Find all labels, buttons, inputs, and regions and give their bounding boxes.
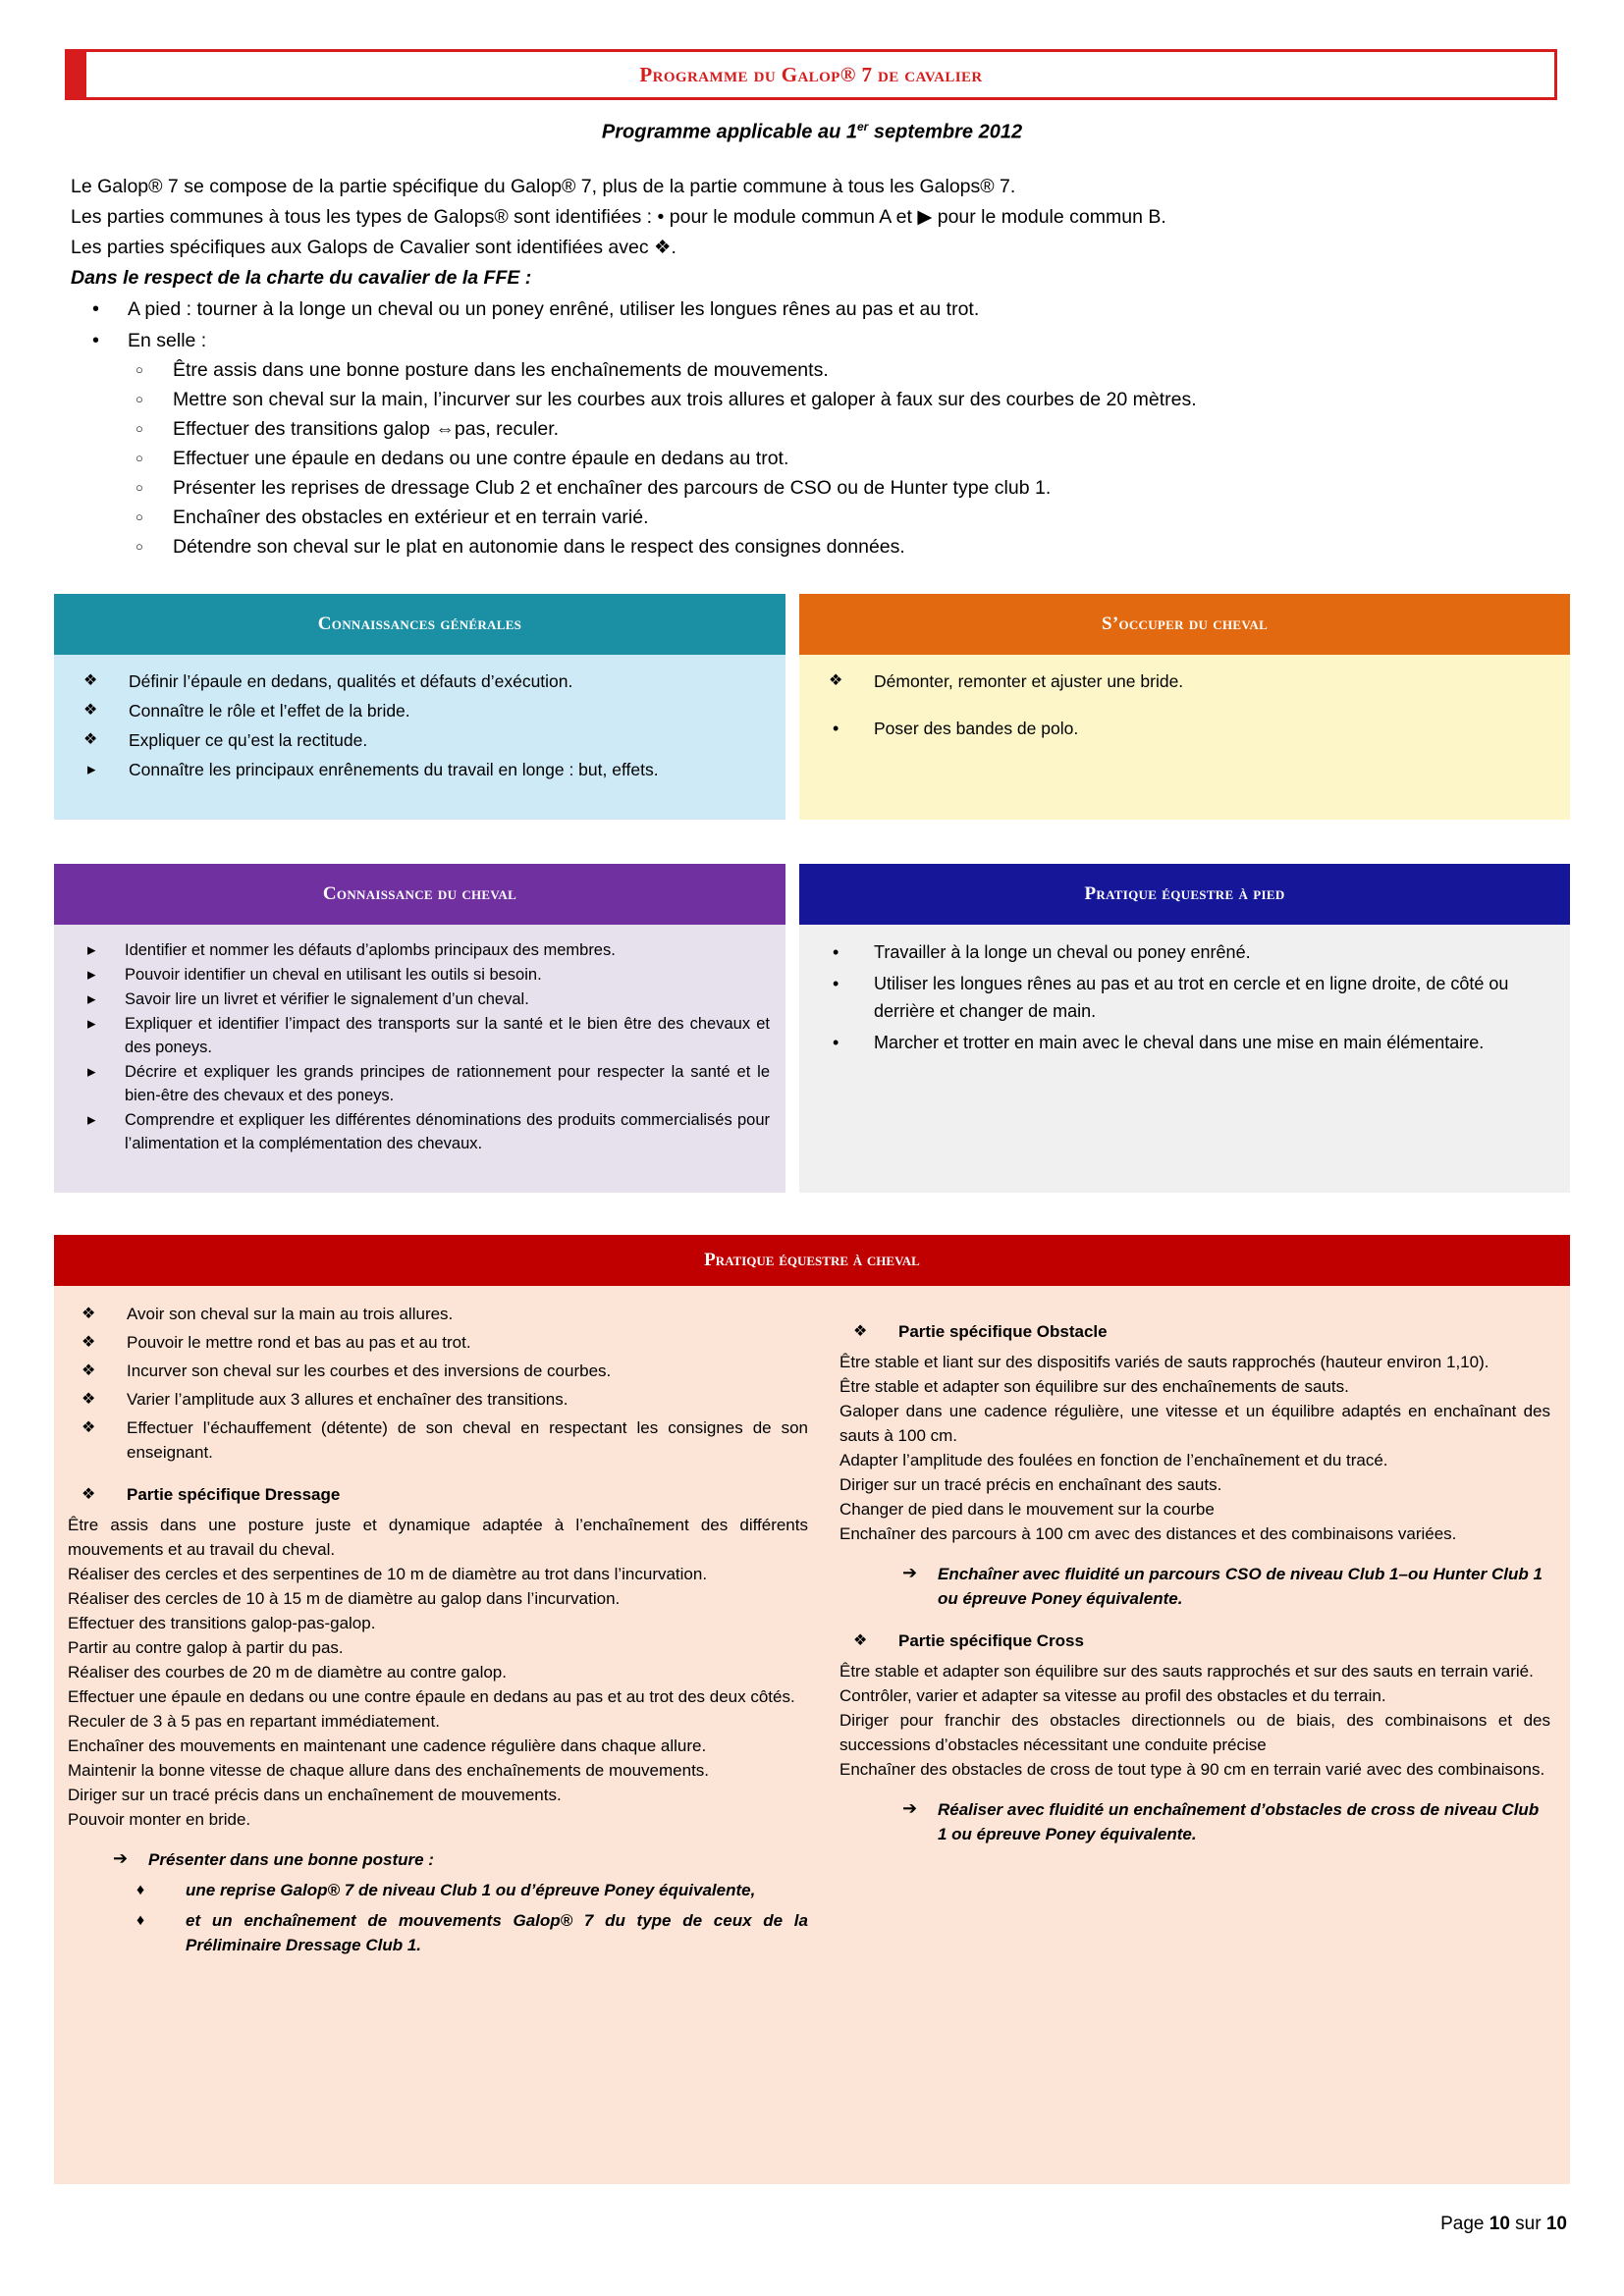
list-item: ▸ Savoir lire un livret et vérifier le signalement d’un cheval.	[70, 988, 770, 1011]
section-header-title: Pratique équestre à cheval	[54, 1235, 1570, 1286]
section-pratique-equestre-a-pied	[799, 864, 1570, 1193]
section-table-2	[54, 864, 1570, 1193]
dressage-arrow-note: ➔ Présenter dans une bonne posture :	[113, 1847, 808, 1872]
list-item: ❖ Définir l’épaule en dedans, qualités et défauts d’exécution.	[70, 668, 770, 694]
list-item: ❖ Démonter, remonter et ajuster une bride.	[815, 668, 1554, 694]
section-body	[799, 655, 1570, 820]
subtitle-after: septembre 2012	[868, 121, 1023, 143]
obstacle-line: Diriger sur un tracé précis en enchaînant des sauts.	[839, 1475, 1222, 1494]
dressage-line: Reculer de 3 à 5 pas en repartant immédiatement.	[68, 1712, 440, 1731]
obstacle-line: Galoper dans une cadence régulière, une vitesse et un équilibre adaptés en enchaînant des sauts à 100 cm.	[839, 1402, 1550, 1445]
obstacle-line: Adapter l’amplitude des foulées en fonction de l’enchaînement et du tracé.	[839, 1451, 1388, 1469]
dressage-line: Réaliser des cercles de 10 à 15 m de diamètre au galop dans l’incurvation.	[68, 1589, 621, 1608]
section-connaissances-generales	[54, 594, 785, 820]
column-obstacle-cross	[830, 1286, 1570, 2184]
list-item: ❖ Incurver son cheval sur les courbes et des inversions de courbes.	[68, 1359, 808, 1383]
cross-line: Être stable et adapter son équilibre sur des sauts rapprochés et sur des sauts en terrain varié.	[839, 1662, 1534, 1681]
intro-sub-bullet-list	[128, 355, 1563, 561]
subsection-heading-dressage: ❖ Partie spécifique Dressage	[68, 1482, 808, 1507]
list-item: ▸ Connaître les principaux enrênements du travail en longe : but, effets.	[70, 757, 770, 782]
subsection-heading-cross: ❖ Partie spécifique Cross	[839, 1629, 1550, 1653]
list-item: • A pied : tourner à la longe un cheval ou un poney enrêné, utiliser les longues rênes au pas et au trot.	[71, 294, 1563, 324]
section-pratique-equestre-a-cheval	[54, 1235, 1570, 2184]
cross-line: Diriger pour franchir des obstacles directionnels ou de biais, des combinaisons et des successions d’obstacles nécessitant une conduite précise	[839, 1711, 1550, 1754]
list-item: ▸ Pouvoir identifier un cheval en utilisant les outils si besoin.	[70, 963, 770, 987]
footer-total-pages: 10	[1545, 2214, 1567, 2234]
footer-middle: sur	[1509, 2214, 1546, 2234]
page-title: Programme du Galop® 7 de cavalier	[639, 62, 983, 86]
list-item: • Utiliser les longues rênes au pas et au trot en cercle et en ligne droite, de côté ou derrière et changer de main.	[815, 970, 1554, 1025]
column-dressage	[54, 1286, 830, 2184]
list-item	[71, 326, 1563, 561]
section-table-1	[54, 594, 1570, 820]
dressage-line: Partir au contre galop à partir du pas.	[68, 1638, 344, 1657]
section-item-list-module-a	[815, 716, 1554, 741]
section-item-list	[68, 1302, 808, 1465]
cross-line: Enchaîner des obstacles de cross de tout type à 90 cm en terrain varié avec des combinaisons.	[839, 1760, 1545, 1779]
footer-current-page: 10	[1489, 2214, 1510, 2234]
list-item: ○ Détendre son cheval sur le plat en autonomie dans le respect des consignes données.	[128, 532, 1563, 561]
dressage-line: Diriger sur un tracé précis dans un enchaînement de mouvements.	[68, 1786, 562, 1804]
list-item: ♦ une reprise Galop® 7 de niveau Club 1 ou d’épreuve Poney équivalente,	[68, 1878, 808, 1902]
list-item: ○ Effectuer une épaule en dedans ou une contre épaule en dedans au trot.	[128, 444, 1563, 473]
dressage-line: Réaliser des courbes de 20 m de diamètre au contre galop.	[68, 1663, 507, 1682]
obstacle-line: Changer de pied dans le mouvement sur la courbe	[839, 1500, 1215, 1519]
intro-bullet-list	[71, 294, 1563, 561]
list-item: ❖ Expliquer ce qu’est la rectitude.	[70, 727, 770, 753]
list-item: ❖ Varier l’amplitude aux 3 allures et enchaîner des transitions.	[68, 1387, 808, 1412]
list-item: ○ Mettre son cheval sur la main, l’incurver sur les courbes aux trois allures et galoper à faux sur des courbes de 20 mètres.	[128, 385, 1563, 414]
section-body	[799, 925, 1570, 1193]
charte-line: Dans le respect de la charte du cavalier de la FFE :	[71, 267, 532, 289]
list-item-label: En selle :	[128, 330, 207, 351]
list-item: ♦ et un enchaînement de mouvements Galop® 7 du type de ceux de la Préliminaire Dressage Club 1.	[68, 1908, 808, 1957]
dressage-line: Maintenir la bonne vitesse de chaque allure dans des enchaînements de mouvements.	[68, 1761, 710, 1780]
intro-block	[71, 172, 1563, 563]
footer-prefix: Page	[1440, 2214, 1489, 2234]
list-item: • Marcher et trotter en main avec le cheval dans une mise en main élémentaire.	[815, 1029, 1554, 1056]
dressage-line: Être assis dans une posture juste et dynamique adaptée à l’enchaînement des différents mouvements et au travail du cheval.	[68, 1516, 808, 1559]
list-item: ❖ Pouvoir le mettre rond et bas au pas et au trot.	[68, 1330, 808, 1355]
intro-line-1: Le Galop® 7 se compose de la partie spécifique du Galop® 7, plus de la partie commune à tous les Galops® 7.	[71, 176, 1016, 197]
section-header-title: Connaissance du cheval	[54, 864, 785, 925]
dressage-line: Réaliser des cercles et des serpentines de 10 m de diamètre au trot dans l’incurvation.	[68, 1565, 708, 1583]
dressage-line: Enchaîner des mouvements en maintenant une cadence régulière dans chaque allure.	[68, 1736, 707, 1755]
dressage-line: Pouvoir monter en bride.	[68, 1810, 251, 1829]
section-item-list	[815, 938, 1554, 1056]
dressage-sub-list	[68, 1878, 808, 1957]
list-item: ○ Effectuer des transitions galop ⇔pas, reculer.	[128, 414, 1563, 444]
dressage-line: Effectuer des transitions galop-pas-galop.	[68, 1614, 376, 1632]
section-item-list	[815, 668, 1554, 694]
section-header-title: Connaissances générales	[54, 594, 785, 655]
section-header-title: Pratique équestre à pied	[799, 864, 1570, 925]
list-item: ❖ Effectuer l’échauffement (détente) de son cheval en respectant les consignes de son enseignant.	[68, 1415, 808, 1465]
section-item-list-module-b	[70, 757, 770, 782]
obstacle-line: Enchaîner des parcours à 100 cm avec des distances et des combinaisons variées.	[839, 1524, 1457, 1543]
section-body	[54, 1286, 1570, 2184]
list-item: ▸ Décrire et expliquer les grands principes de rationnement pour respecter la santé et le bien-être des chevaux et des poneys.	[70, 1060, 770, 1107]
list-item: ❖ Connaître le rôle et l’effet de la bride.	[70, 698, 770, 723]
subtitle	[0, 120, 1624, 144]
list-item: ❖ Avoir son cheval sur la main au trois allures.	[68, 1302, 808, 1326]
section-body	[54, 655, 785, 820]
list-item: ▸ Identifier et nommer les défauts d’aplombs principaux des membres.	[70, 938, 770, 962]
page-footer	[1440, 2214, 1567, 2235]
dressage-line: Effectuer une épaule en dedans ou une contre épaule en dedans au pas et au trot des deux côtés.	[68, 1687, 795, 1706]
cross-line: Contrôler, varier et adapter sa vitesse au profil des obstacles et du terrain.	[839, 1686, 1386, 1705]
section-body	[54, 925, 785, 1193]
section-soccuper-du-cheval	[799, 594, 1570, 820]
section-item-list	[70, 668, 770, 753]
obstacle-arrow-note: ➔ Enchaîner avec fluidité un parcours CSO de niveau Club 1–ou Hunter Club 1 ou épreuve Poney équivalente.	[902, 1562, 1550, 1611]
cross-arrow-note: ➔ Réaliser avec fluidité un enchaînement d’obstacles de cross de niveau Club 1 ou épreuve Poney équivalente.	[902, 1797, 1550, 1846]
section-header-title: S’occuper du cheval	[799, 594, 1570, 655]
subtitle-ordinal: er	[857, 120, 869, 133]
obstacle-line: Être stable et liant sur des dispositifs variés de sauts rapprochés (hauteur environ 1,10).	[839, 1353, 1489, 1371]
obstacle-line: Être stable et adapter son équilibre sur des enchaînements de sauts.	[839, 1377, 1349, 1396]
section-connaissance-du-cheval	[54, 864, 785, 1193]
intro-line-3: Les parties spécifiques aux Galops de Cavalier sont identifiées avec ❖.	[71, 237, 677, 258]
title-banner	[65, 49, 1557, 100]
list-item: • Poser des bandes de polo.	[815, 716, 1554, 741]
list-item: ○ Présenter les reprises de dressage Club 2 et enchaîner des parcours de CSO ou de Hunter type club 1.	[128, 473, 1563, 503]
list-item: ○ Enchaîner des obstacles en extérieur et en terrain varié.	[128, 503, 1563, 532]
list-item: ▸ Comprendre et expliquer les différentes dénominations des produits commercialisés pour l’alimentation et la complémentation des chevaux.	[70, 1108, 770, 1155]
list-item: ○ Être assis dans une bonne posture dans les enchaînements de mouvements.	[128, 355, 1563, 385]
list-item: • Travailler à la longe un cheval ou poney enrêné.	[815, 938, 1554, 966]
subtitle-before: Programme applicable au 1	[601, 121, 857, 143]
subsection-heading-obstacle: ❖ Partie spécifique Obstacle	[839, 1319, 1550, 1344]
intro-line-2: Les parties communes à tous les types de Galops® sont identifiées : • pour le module commun A et ▶ pour le module commun B.	[71, 206, 1166, 228]
section-item-list	[70, 938, 770, 1155]
list-item: ▸ Expliquer et identifier l’impact des transports sur la santé et le bien être des chevaux et des poneys.	[70, 1012, 770, 1059]
